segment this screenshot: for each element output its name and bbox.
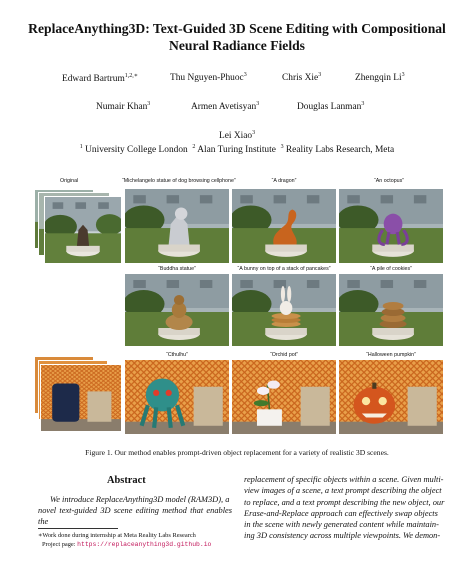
- figure-label: “Buddha statue”: [158, 266, 196, 272]
- result-photo: [125, 360, 229, 434]
- figure-caption: Figure 1. Our method enables prompt-driven object replacement for a variety of realistic 3D scenes.: [85, 448, 389, 457]
- abstract-line: in the scene with newly generated content while maintain-: [244, 520, 439, 530]
- abstract-line: We introduce ReplaceAnything3D model (RAM3D), a: [50, 495, 230, 504]
- footnote-rule: [38, 528, 118, 529]
- result-photo: [339, 274, 443, 346]
- result-photo: [232, 360, 336, 434]
- abstract-line: ing 3D consistency across multiple viewpoints. We demon-: [244, 531, 441, 541]
- result-photo: [125, 274, 229, 346]
- project-page-label: Project page:: [42, 541, 76, 548]
- author-name: Zhengqin Li$^3$: [355, 72, 405, 84]
- abstract-line: Erase-and-Replace approach can effectively swap objects: [244, 508, 438, 518]
- author-name: Edward Bartrum$^{1,2,∗}$: [62, 73, 138, 85]
- abstract-heading: Abstract: [107, 475, 146, 486]
- result-photo: [339, 360, 443, 434]
- figure-label: “Halloween pumpkin”: [366, 352, 416, 358]
- paper-title: ReplaceAnything3D: Text-Guided 3D Scene Editing with Compositional Neural Radiance Fields: [28, 21, 446, 53]
- abstract-line: novel text-guided 3D scene editing method that enables the: [38, 506, 232, 526]
- result-photo: [339, 189, 443, 263]
- author-name: Numair Khan$^3$: [96, 101, 151, 113]
- affiliations: $^1$ University College London $^2$ Alan Turing Institute $^3$ Reality Labs Research, Meta: [79, 144, 395, 156]
- figure-label: “Cthulhu”: [166, 352, 188, 358]
- result-photo: [125, 189, 229, 263]
- figure-label: Original: [60, 178, 79, 184]
- figure-label: “A dragon”: [271, 178, 297, 184]
- footnote-work-done: ∗Work done during internship at Meta Reality Labs Research: [38, 532, 196, 539]
- author-name: Thu Nguyen-Phuoc$^3$: [170, 72, 247, 84]
- figure-label: “Orchid pot”: [270, 352, 298, 358]
- original-photo: [40, 364, 122, 432]
- footnote: [38, 531, 211, 549]
- author-name: Douglas Lanman$^3$: [297, 101, 365, 113]
- author-name: Armen Avetisyan$^3$: [191, 101, 260, 113]
- result-photo: [232, 274, 336, 346]
- abstract-right-column: [244, 474, 449, 542]
- figure-label: “A pile of cookies”: [370, 266, 412, 272]
- author-name: Lei Xiao$^3$: [219, 130, 256, 142]
- original-photo: [44, 196, 122, 264]
- abstract-line: view images of a scene, a text prompt describing the object: [244, 486, 442, 496]
- abstract-left-column: [38, 494, 232, 527]
- abstract-line: replacement of specific objects within a scene. Given multi-: [244, 475, 444, 484]
- author-name: Chris Xie$^3$: [282, 72, 322, 84]
- abstract-line: to replace, and a text prompt describing the new object, our: [244, 497, 445, 507]
- figure-label: “A bunny on top of a stack of pancakes”: [237, 266, 331, 272]
- figure-label: “An octopus”: [373, 178, 405, 184]
- result-photo: [232, 189, 336, 263]
- project-page-link[interactable]: https://replaceanything3d.github.io: [77, 541, 212, 548]
- figure-label: “Michelangelo statue of dog browsing cellphone”: [122, 178, 236, 184]
